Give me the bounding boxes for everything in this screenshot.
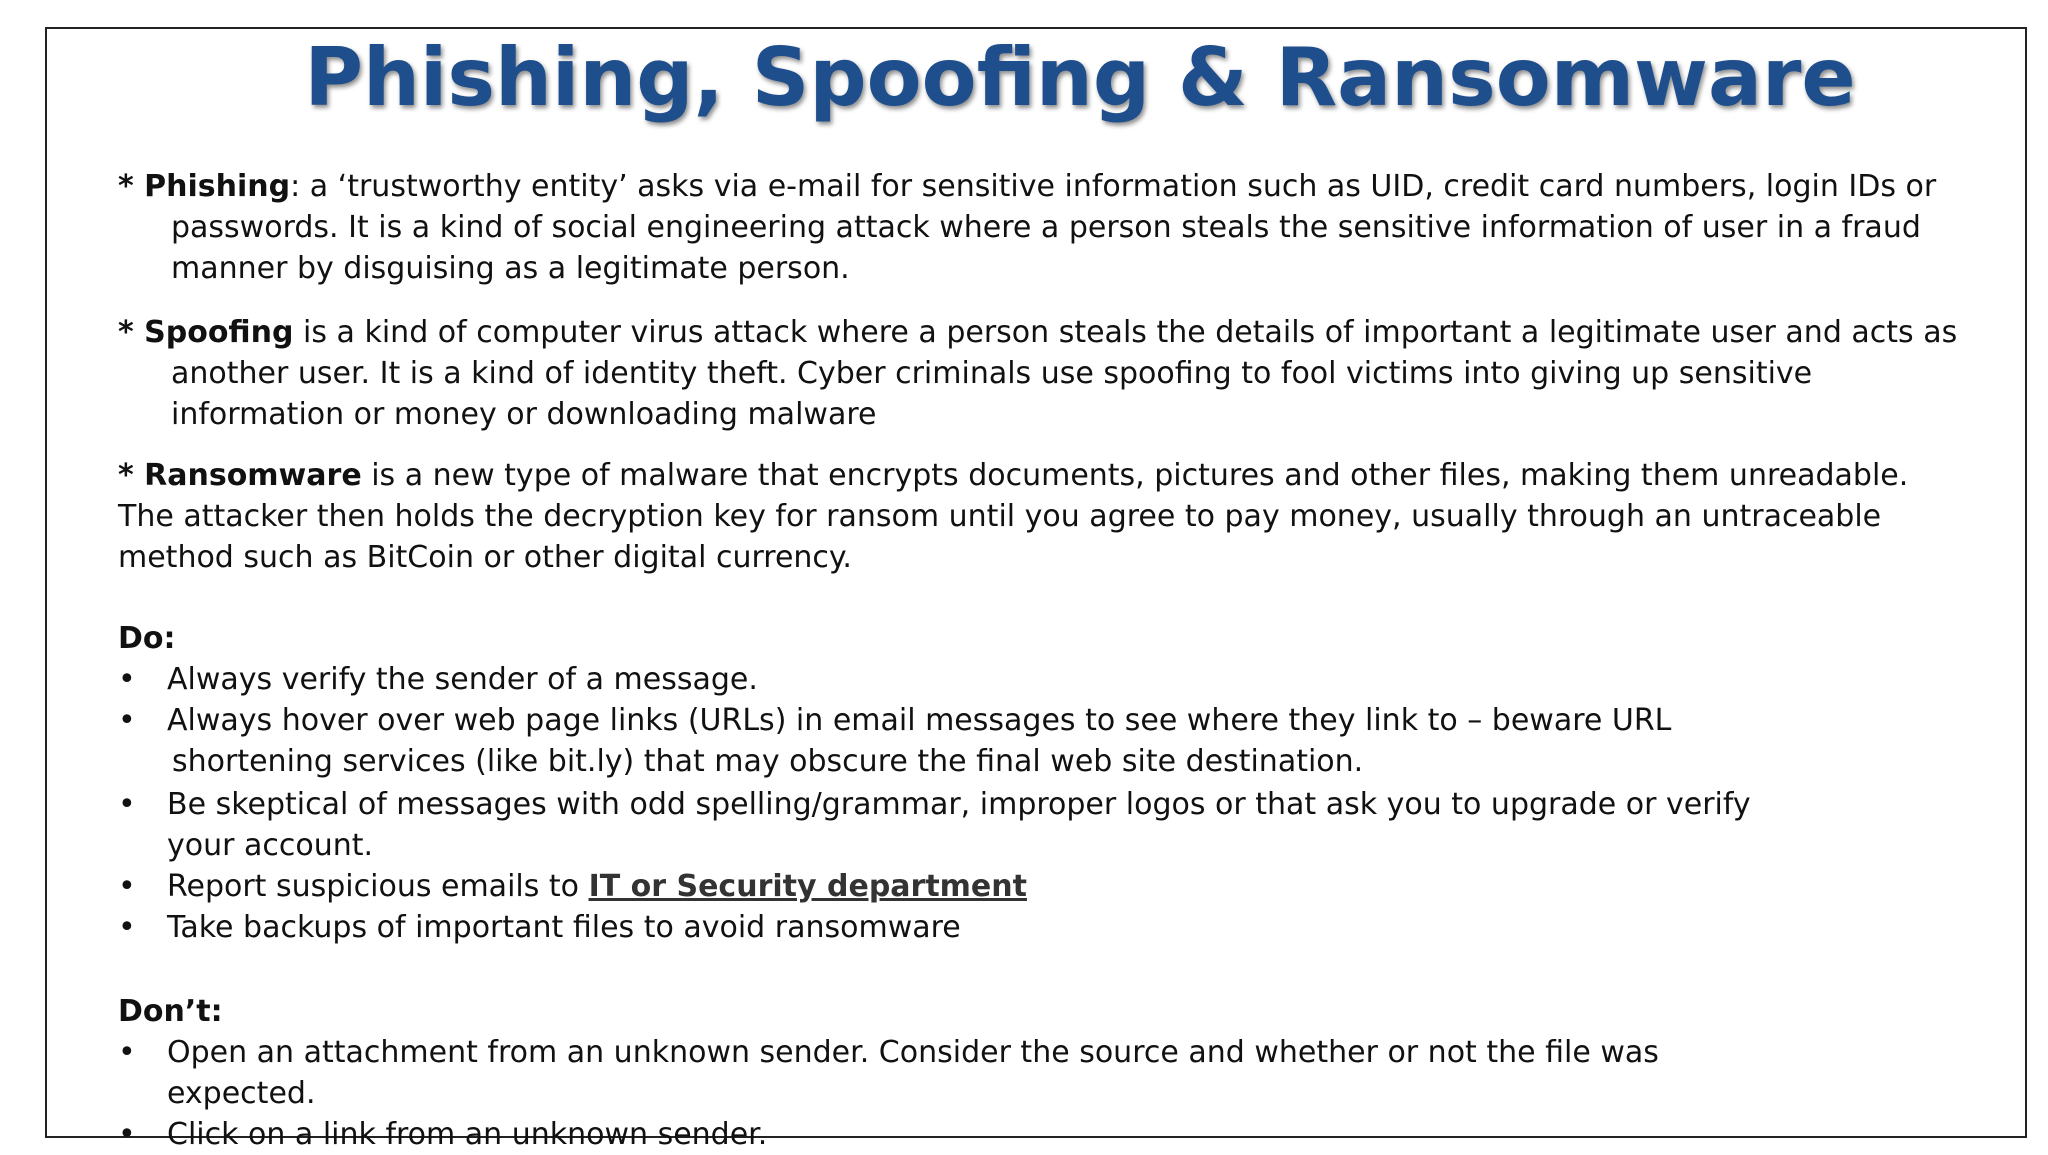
phishing-text-1: a ‘trustworthy entity’ asks via e-mail for sensitive information such as UID, credit card numbers, login IDs or [309,169,1937,204]
ransomware-line-2: The attacker then holds the decryption key for ransom until you agree to pay money, usually through an untraceable [118,499,1882,534]
list-item [118,866,1751,907]
do-item-4-text [167,866,1751,907]
spoofing-line-2: another user. It is a kind of identity theft. Cyber criminals use spoofing to fool victims into giving up sensitive [171,356,1813,391]
ransomware-text-1: is a new type of malware that encrypts documents, pictures and other files, making them unreadable. [361,458,1909,493]
list-item [118,907,1751,948]
phishing-line-3: manner by disguising as a legitimate person. [171,251,850,286]
bullet-icon: • [118,869,136,904]
bullet-icon: • [118,787,136,822]
list-item [118,659,1751,700]
bullet-icon: • [118,662,136,697]
spoofing-line-3: information or money or downloading malware [171,397,877,432]
do-item-2-text-1: Always hover over web page links (URLs) in email messages to see where they link to – beware URL [167,703,1672,738]
spoofing-paragraph [118,312,1957,435]
spoofing-term: * Spoofing [118,315,294,350]
do-item-3-text-2: your account. [167,828,374,863]
bullet-icon: • [118,703,136,738]
do-item-2-text-2: shortening services (like bit.ly) that may obscure the final web site destination. [172,744,1364,779]
bullet-icon: • [118,1035,136,1070]
do-item-1-text: Always verify the sender of a message. [167,662,758,697]
ransomware-line-3: method such as BitCoin or other digital currency. [118,540,852,575]
dont-heading: Don’t: [118,994,223,1029]
do-heading: Do: [118,621,176,656]
do-item-5-text: Take backups of important files to avoid ransomware [167,910,961,945]
dont-item-1-text-1: Open an attachment from an unknown sender. Consider the source and whether or not the file was [167,1035,1659,1070]
list-item [118,1032,1659,1114]
slide-title: Phishing, Spoofing & Ransomware [304,31,1856,124]
do-list [118,659,1751,948]
list-item [118,784,1751,866]
phishing-separator: : [290,169,310,204]
bullet-icon: • [118,1117,136,1152]
do-item-4-prefix: Report suspicious emails to [167,869,589,904]
phishing-line-1 [118,166,1936,207]
ransomware-line-1 [118,455,1908,496]
do-item-3-text-1: Be skeptical of messages with odd spelling/grammar, improper logos or that ask you to upgrade or verify [167,787,1751,822]
phishing-paragraph [118,166,1936,289]
ransomware-term: * Ransomware [118,458,362,493]
spoofing-text-1: is a kind of computer virus attack where a person steals the details of important a legitimate user and acts as [293,315,1958,350]
list-item [118,700,1751,782]
bullet-icon: • [118,910,136,945]
list-item [118,1114,1659,1155]
phishing-line-2: passwords. It is a kind of social engineering attack where a person steals the sensitive information of user in a fraud [171,210,1921,245]
dont-item-1-text-2: expected. [167,1076,316,1111]
dont-list [118,1032,1659,1155]
spoofing-line-1 [118,312,1957,353]
ransomware-paragraph [118,455,1908,578]
phishing-term: * Phishing [118,169,291,204]
security-department-link[interactable]: IT or Security department [588,869,1027,904]
dont-item-2-text: Click on a link from an unknown sender. [167,1117,768,1152]
